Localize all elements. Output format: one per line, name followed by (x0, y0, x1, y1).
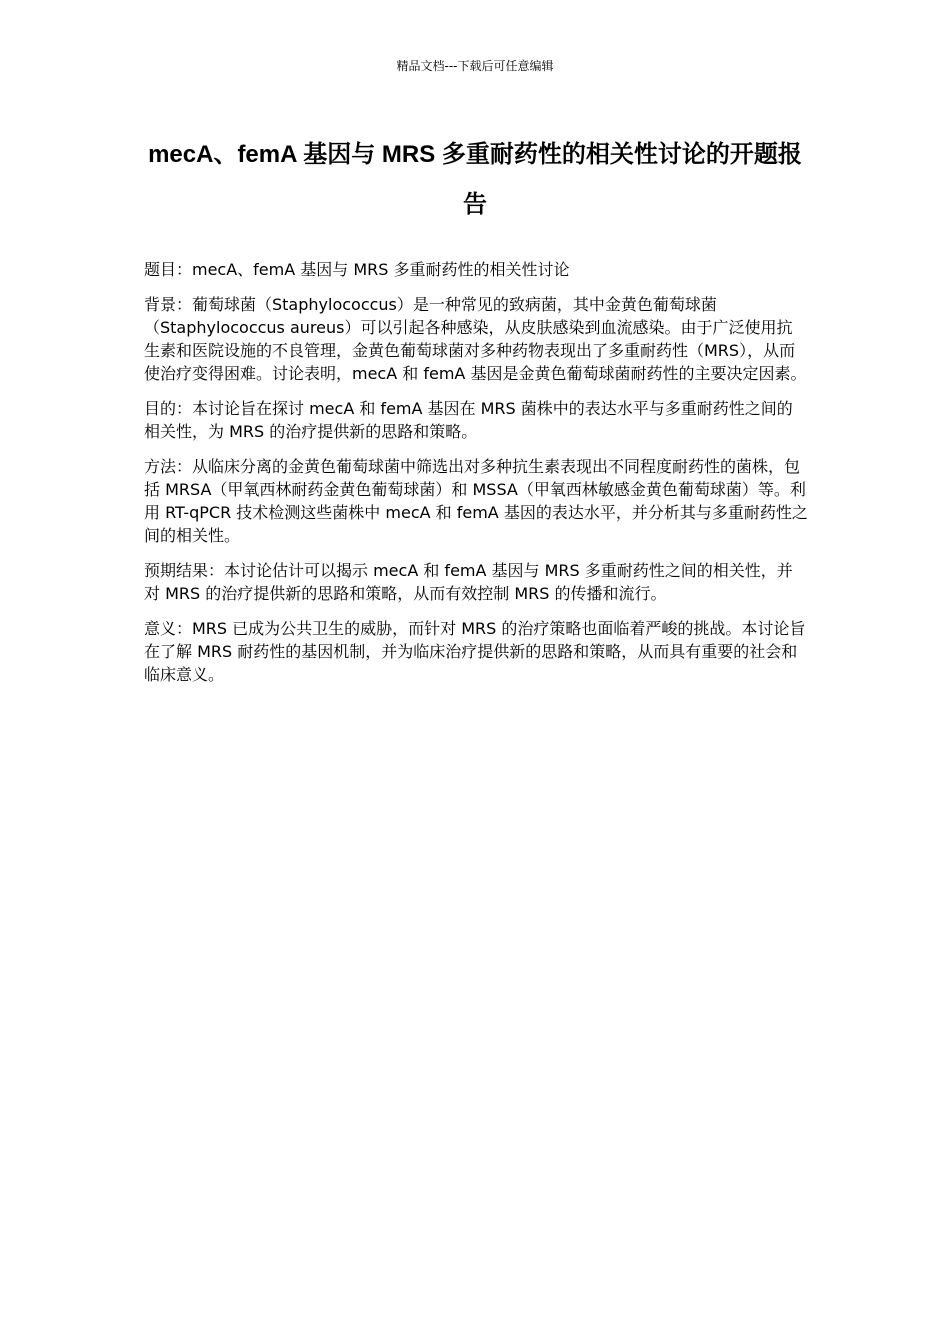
paragraph-expected-results: 预期结果：本讨论估计可以揭示 mecA 和 femA 基因与 MRS 多重耐药性之间的相关性，并对 MRS 的治疗提供新的思路和策略，从而有效控制 MRS 的传播和流行。 (144, 561, 793, 603)
paragraph-objective: 目的：本讨论旨在探讨 mecA 和 femA 基因在 MRS 菌株中的表达水平与多重耐药性之间的相关性，为 MRS 的治疗提供新的思路和策略。 (144, 399, 793, 441)
page-header-watermark: 精品文档---下载后可任意编辑 (396, 59, 554, 73)
paragraph-background: 背景：葡萄球菌（Staphylococcus）是一种常见的致病菌，其中金黄色葡萄球菌（Staphylococcus aureus）可以引起各种感染，从皮肤感染到血流感染。由于广泛使用抗生素和医院设施的不良管理，金黄色葡萄球菌对多种药物表现出了多重耐药性（MRS），从而使治疗变得困难。讨论表明，mecA 和 femA 基因是金黄色葡萄球菌耐药性的主要决定因素。 (144, 295, 807, 383)
paragraph-methods: 方法：从临床分离的金黄色葡萄球菌中筛选出对多种抗生素表现出不同程度耐药性的菌株，包括 MRSA（甲氧西林耐药金黄色葡萄球菌）和 MSSA（甲氧西林敏感金黄色葡萄球菌）等。利用 RT-qPCR 技术检测这些菌株中 mecA 和 femA 基因的表达水平，并分析其与多重耐药性之间的相关性。 (144, 457, 808, 545)
paragraph-significance: 意义：MRS 已成为公共卫生的威胁，而针对 MRS 的治疗策略也面临着严峻的挑战。本讨论旨在了解 MRS 耐药性的基因机制，并为临床治疗提供新的思路和策略，从而具有重要的社会和临床意义。 (144, 619, 806, 684)
paragraph-topic: 题目：mecA、femA 基因与 MRS 多重耐药性的相关性讨论 (144, 260, 570, 279)
document-body (144, 258, 808, 698)
document-title: mecA、femA 基因与 MRS 多重耐药性的相关性讨论的开题报告 (148, 141, 802, 218)
